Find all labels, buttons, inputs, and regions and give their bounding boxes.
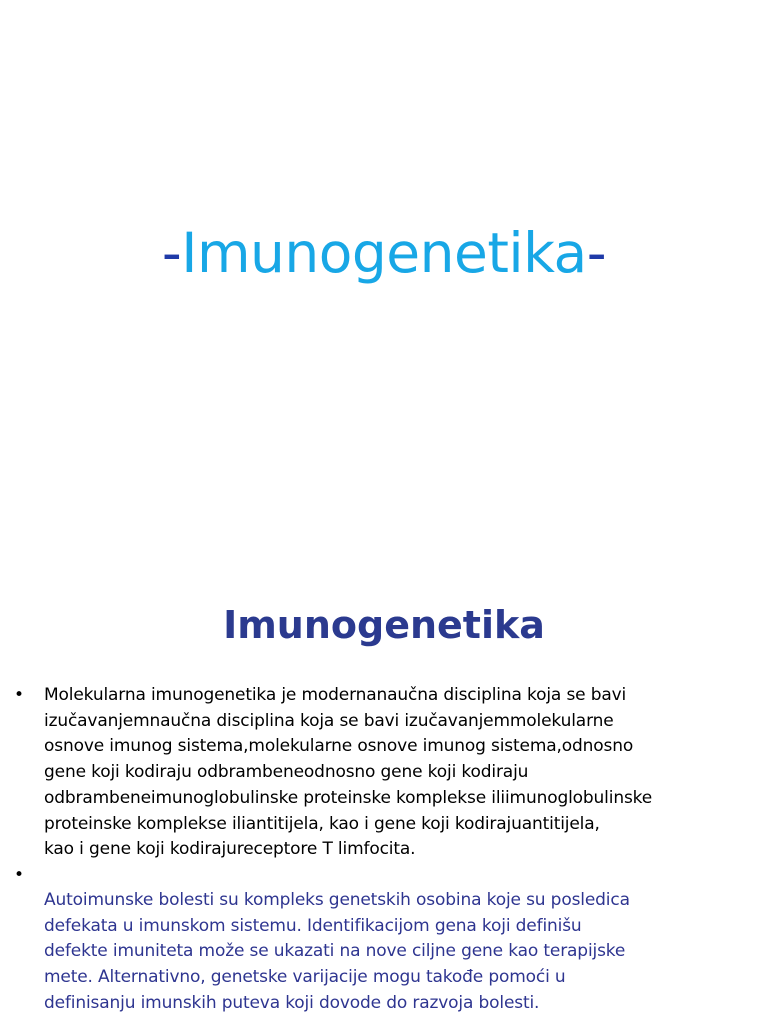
- bullet-line: mete. Alternativno, genetske varijacije mogu takođe pomoći u: [44, 967, 566, 988]
- title-dash-right: -: [586, 221, 607, 285]
- bullet-item-molecular: [12, 683, 762, 863]
- bullet-line: Autoimunske bolesti su kompleks genetskih osobina koje su posledica: [44, 889, 630, 910]
- title-text: Imunogenetika: [181, 221, 587, 285]
- bullet-marker: •: [14, 685, 24, 705]
- bullet-line: gene koji kodiraju odbrambeneodnosno gene koji kodiraju: [44, 762, 529, 783]
- bullet-line: defekata u imunskom sistemu. Identifikacijom gena koji definišu: [44, 915, 582, 936]
- title-dash-left: -: [161, 221, 182, 285]
- bullet-list: [12, 683, 762, 1016]
- bullet-line: odbrambeneimunoglobulinske proteinske komplekse iliimunoglobulinske: [44, 787, 653, 808]
- bullet-marker: •: [14, 864, 24, 885]
- bullet-line: defekte imuniteta može se ukazati na nove ciljne gene kao terapijske: [44, 941, 626, 962]
- bullet-item-empty: [12, 863, 762, 888]
- bullet-line: osnove imunog sistema,molekularne osnove imunog sistema,odnosno: [44, 736, 634, 757]
- bullet-line: definisanju imunskih puteva koji dovode do razvoja bolesti.: [44, 992, 540, 1013]
- bullet-item-autoimmune: [12, 888, 762, 1017]
- bullet-line: kao i gene koji kodirajureceptore T limfocita.: [44, 839, 416, 860]
- bullet-line: proteinske komplekse iliantitijela, kao i gene koji kodirajuantitijela,: [44, 813, 600, 834]
- section-heading: Imunogenetika: [223, 603, 545, 647]
- bullet-line: izučavanjemnaučna disciplina koja se bavi izučavanjemmolekularne: [44, 710, 614, 731]
- bullet-line: Molekularna imunogenetika je modernanaučna disciplina koja se bavi: [44, 685, 627, 705]
- slide-title: [0, 218, 768, 288]
